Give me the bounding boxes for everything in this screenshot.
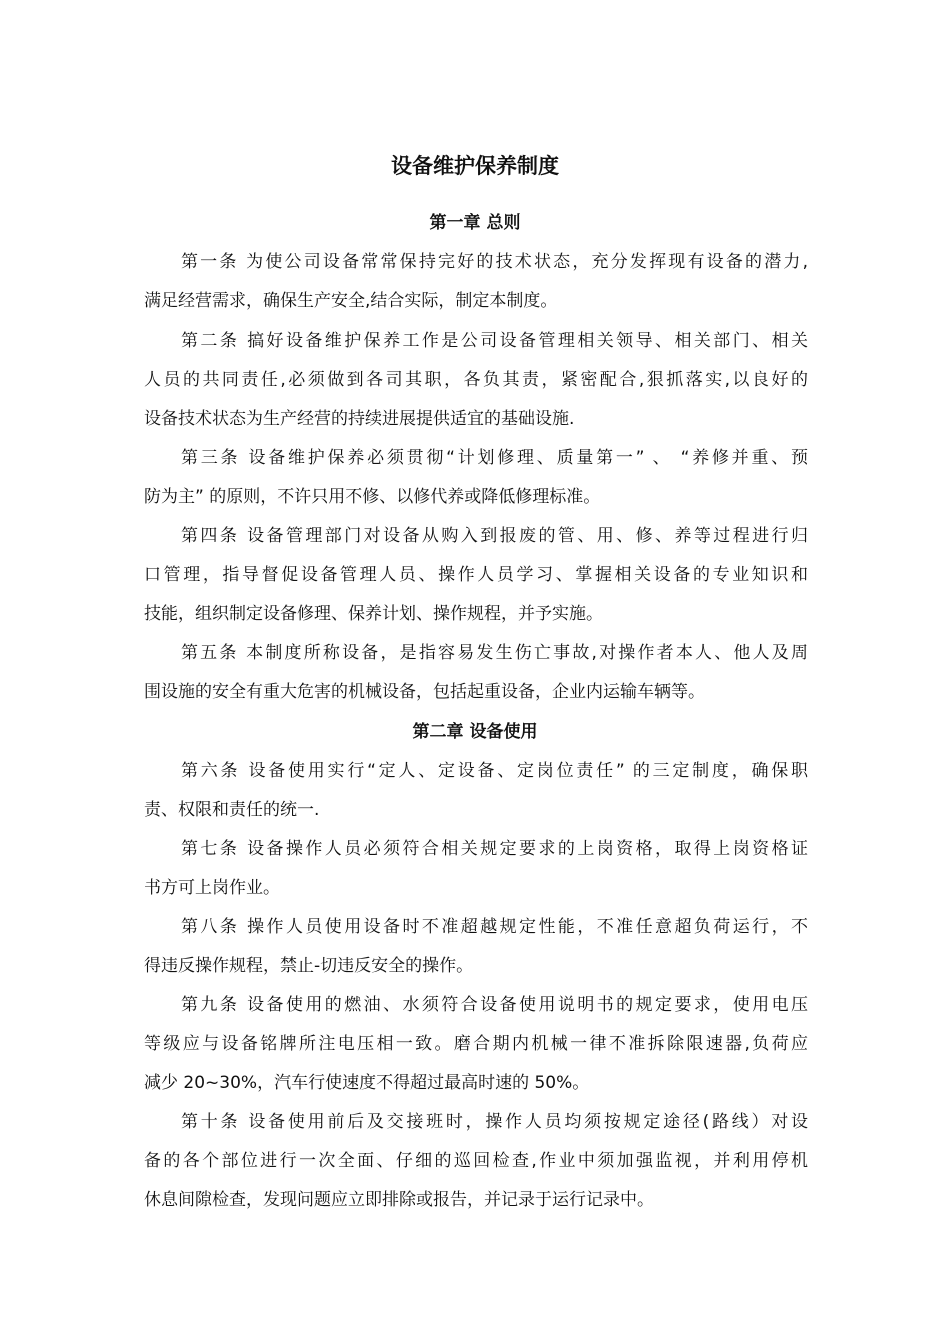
article-6-line-2: 责、权限和责任的统一. [144, 800, 320, 820]
article-2-line-2: 人员的共同责任,必须做到各司其职，各负其责，紧密配合,狠抓落实,以良好的 [144, 370, 808, 390]
article-1-line-1: 第一条 为使公司设备常常保持完好的技术状态，充分发挥现有设备的潜力, [181, 252, 808, 272]
article-6-line-1: 第六条 设备使用实行“定人、定设备、定岗位责任” 的三定制度，确保职 [181, 761, 808, 781]
article-5-line-2: 围设施的安全有重大危害的机械设备，包括起重设备，企业内运输车辆等。 [144, 682, 705, 702]
article-8-line-2: 得违反操作规程，禁止-切违反安全的操作。 [144, 956, 474, 976]
chapter-1-heading: 第一章 总则 [429, 213, 521, 233]
article-10-line-2: 备的各个部位进行一次全面、仔细的巡回检查,作业中须加强监视，并利用停机 [144, 1151, 808, 1171]
article-9-line-2: 等级应与设备铭牌所注电压相一致。磨合期内机械一律不准拆除限速器,负荷应 [144, 1034, 808, 1054]
article-2-line-1: 第二条 搞好设备维护保养工作是公司设备管理相关领导、相关部门、相关 [181, 331, 808, 351]
chapter-2-heading: 第二章 设备使用 [412, 722, 538, 742]
article-5-line-1: 第五条 本制度所称设备，是指容易发生伤亡事故,对操作者本人、他人及周 [181, 643, 808, 663]
article-10-line-3: 休息间隙检查，发现问题应立即排除或报告，并记录于运行记录中。 [144, 1190, 654, 1210]
article-8-line-1: 第八条 操作人员使用设备时不准超越规定性能，不准任意超负荷运行，不 [181, 917, 808, 937]
article-4-line-1: 第四条 设备管理部门对设备从购入到报废的管、用、修、养等过程进行归 [181, 526, 808, 546]
article-4-line-3: 技能，组织制定设备修理、保养计划、操作规程，并予实施。 [144, 604, 603, 624]
article-7-line-2: 书方可上岗作业。 [144, 878, 280, 898]
article-3-line-1: 第三条 设备维护保养必须贯彻“计划修理、质量第一” 、 “养修并重、预 [181, 448, 808, 468]
article-1-line-2: 满足经营需求，确保生产安全,结合实际，制定本制度。 [144, 291, 558, 311]
article-7-line-1: 第七条 设备操作人员必须符合相关规定要求的上岗资格，取得上岗资格证 [181, 839, 808, 859]
article-10-line-1: 第十条 设备使用前后及交接班时，操作人员均须按规定途径(路线）对设 [181, 1112, 808, 1132]
article-2-line-3: 设备技术状态为生产经营的持续进展提供适宜的基础设施. [144, 409, 575, 429]
document-title: 设备维护保养制度 [391, 154, 559, 178]
article-3-line-2: 防为主” 的原则，不许只用不修、以修代养或降低修理标准。 [144, 487, 601, 507]
article-9-line-1: 第九条 设备使用的燃油、水须符合设备使用说明书的规定要求，使用电压 [181, 995, 808, 1015]
article-4-line-2: 口管理，指导督促设备管理人员、操作人员学习、掌握相关设备的专业知识和 [144, 565, 808, 585]
article-9-line-3: 减少 20~30%，汽车行使速度不得超过最高时速的 50%。 [144, 1073, 590, 1093]
